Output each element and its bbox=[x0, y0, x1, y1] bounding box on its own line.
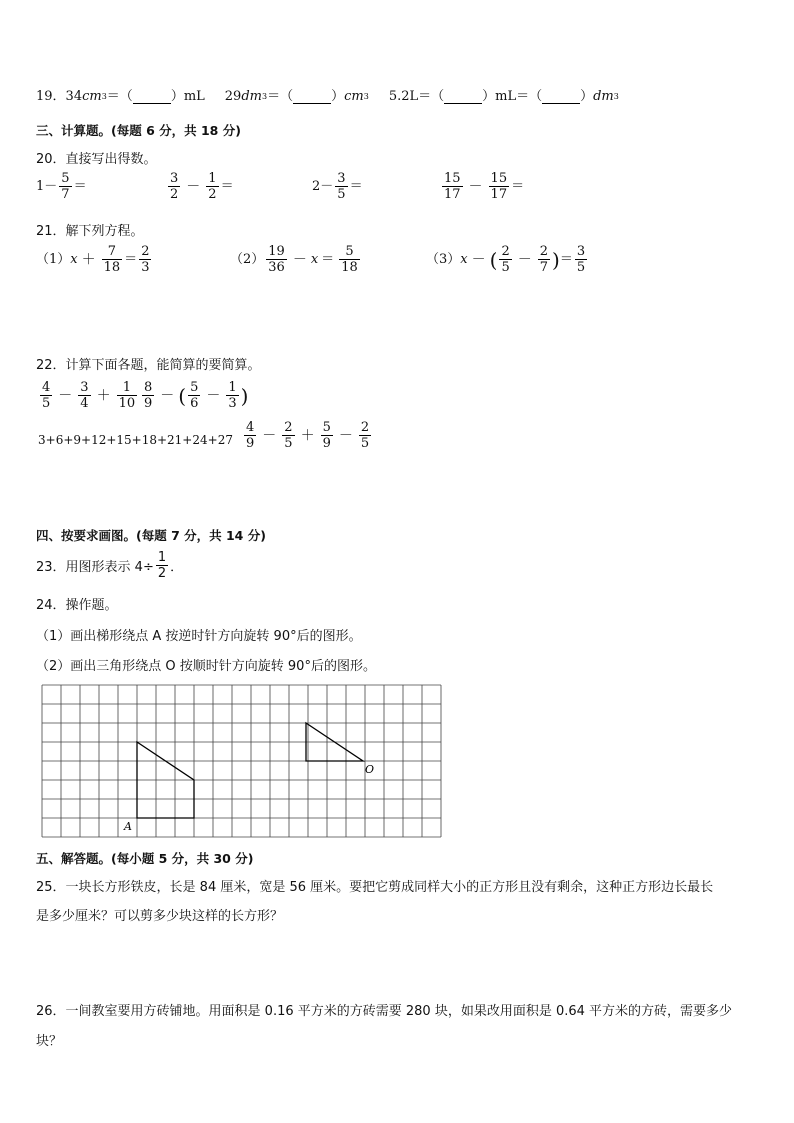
fraction: 19 36 bbox=[268, 244, 285, 275]
fraction: 5 18 bbox=[341, 244, 358, 275]
fraction: 1 2 bbox=[208, 171, 217, 202]
q20-item-3: 2－ 3 5 ＝ bbox=[312, 171, 363, 202]
fraction: 3 2 bbox=[170, 171, 179, 202]
q24-sub-2: （2）画出三角形绕点 O 按顺时针方向旋转 90°后的图形。 bbox=[36, 659, 376, 674]
fraction: 2 5 bbox=[284, 420, 293, 451]
q19-number: 19． bbox=[36, 89, 66, 104]
q26-line-2: 块？ bbox=[36, 1034, 63, 1049]
q22-expression-2: 8 9 － ( 5 6 － 1 3 ) bbox=[144, 380, 249, 411]
q20-item-4: 15 17 － 15 17 ＝ bbox=[444, 171, 525, 202]
point-o-label: O bbox=[365, 763, 375, 776]
q21-equation-3: （3） x － ( 2 5 － 2 7 ) ＝ 3 5 bbox=[426, 244, 586, 275]
q24-title: 24．操作题。 bbox=[36, 598, 118, 613]
fraction: 5 7 bbox=[61, 171, 70, 202]
fraction: 3 4 bbox=[80, 380, 89, 411]
q20-title: 20．直接写出得数。 bbox=[36, 152, 157, 167]
q24-sub-1: （1）画出梯形绕点 A 按逆时针方向旋转 90°后的图形。 bbox=[36, 629, 362, 644]
section-3-heading: 三、计算题。(每题 6 分，共 18 分) bbox=[36, 123, 241, 138]
q19-line: 19． 34 cm 3 ＝（ ）mL 29 dm 3 ＝（ ） cm 3 5.2L＝（ ）mL＝（ ） dm 3 bbox=[36, 89, 619, 104]
fraction: 4 5 bbox=[42, 380, 51, 411]
fraction: 2 7 bbox=[539, 244, 548, 275]
q21-equation-2: （2） 19 36 － x ＝ 5 18 bbox=[230, 244, 358, 275]
fraction: 3 5 bbox=[337, 171, 346, 202]
q20-item-1: 1－ 5 7 ＝ bbox=[36, 171, 87, 202]
fraction: 2 3 bbox=[141, 244, 150, 275]
fraction: 1 3 bbox=[228, 380, 237, 411]
point-a-label: A bbox=[124, 820, 132, 833]
fraction: 2 5 bbox=[360, 420, 370, 451]
fraction: 5 6 bbox=[190, 380, 199, 411]
q21-equation-1: （1） x ＋ 7 18 ＝ 2 3 bbox=[36, 244, 150, 275]
q26-line-1: 26．一间教室要用方砖铺地。用面积是 0.16 平方米的方砖需要 280 块，如果改用面积是 0.64 平方米的方砖，需要多少 bbox=[36, 1004, 733, 1019]
q22-expression-4: 4 9 － 2 5 ＋ 5 9 － 2 5 bbox=[246, 420, 370, 451]
fraction: $\frac{1}{2}$ bbox=[157, 550, 167, 581]
section-4-heading: 四、按要求画图。(每题 7 分，共 14 分) bbox=[36, 528, 266, 543]
section-5-heading: 五、解答题。(每小题 5 分，共 30 分) bbox=[36, 851, 254, 866]
q20-item-2: 3 2 － 1 2 ＝ bbox=[170, 171, 234, 202]
q22-expression-3: 3+6+9+12+15+18+21+24+27 bbox=[38, 433, 233, 447]
grid-lines bbox=[42, 685, 441, 837]
fraction: 15 17 bbox=[490, 171, 508, 202]
q21-title: 21．解下列方程。 bbox=[36, 224, 144, 239]
fraction: 8 9 bbox=[144, 380, 153, 411]
q22-title: 22．计算下面各题，能简算的要简算。 bbox=[36, 358, 261, 373]
fraction: 7 18 bbox=[103, 244, 121, 275]
q23-line: 23．用图形表示 4÷ $\frac{1}{2}$ ． bbox=[36, 550, 184, 581]
q25-line-2: 是多少厘米？可以剪多少块这样的长方形？ bbox=[36, 909, 284, 924]
q22-expression-1: 4 5 － 3 4 ＋ 1 10 bbox=[42, 380, 136, 411]
fraction: 5 9 bbox=[322, 420, 331, 451]
fraction: 3 5 bbox=[576, 244, 586, 275]
q25-line-1: 25．一块长方形铁皮，长是 84 厘米，宽是 56 厘米。要把它剪成同样大小的正方形且没有剩余，这种正方形边长最长 bbox=[36, 880, 714, 895]
fraction: 1 10 bbox=[118, 380, 136, 411]
fraction: 4 9 bbox=[246, 420, 255, 451]
fraction: 2 5 bbox=[501, 244, 510, 275]
fraction: 15 17 bbox=[444, 171, 461, 202]
